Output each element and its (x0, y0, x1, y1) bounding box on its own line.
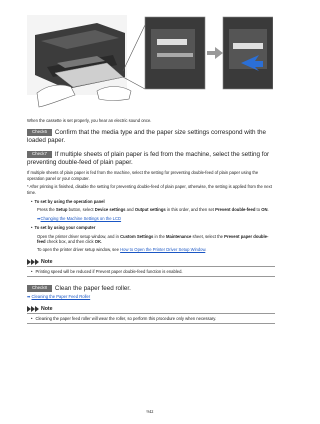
lcd-settings-link[interactable]: Changing the Machine Settings on the LCD (40, 215, 122, 221)
check8-text: Clean the paper feed roller. (54, 285, 131, 293)
check6-heading (27, 129, 275, 145)
note-label: Note (41, 258, 53, 265)
arrow-icon: ➡ (27, 294, 31, 300)
check6-text: Confirm that the media type and the paper size settings correspond with the loaded paper. (27, 129, 266, 145)
computer-open-driver-line: To open the printer driver setup window, see How to Open the Printer Driver Setup Window. (37, 247, 207, 253)
printer-cassette-illustration (27, 15, 273, 113)
check8-note-header (27, 306, 275, 312)
computer-title: • To set by using your computer (27, 225, 275, 230)
op-panel-link-line (27, 216, 275, 221)
intro-text: When the cassette is set properly, you hear an electric sound once. (27, 118, 152, 123)
check6-badge: Check6 (27, 129, 52, 136)
check7-note-header (27, 259, 275, 265)
check7-note-box (27, 266, 275, 277)
check7-badge: Check7 (27, 151, 52, 158)
computer-instructions: Open the printer driver setup window, and in Custom Settings in the Maintenance sheet, select the Prevent paper double-feed check box, and then click OK. (37, 233, 269, 245)
check7-heading (27, 151, 275, 167)
check7-paragraph-2: * After printing is finished, disable the setting for preventing double-feed of plain paper, otherwise, the setting is applied from the next time. (27, 184, 272, 195)
check7-paragraph-1: If multiple sheets of plain paper is fed from the machine, select the setting for preventing double-feed of plain paper using the operation panel or your computer. (27, 170, 259, 181)
op-panel-title: • To set by using the operation panel (27, 199, 275, 204)
check8-heading (27, 285, 275, 293)
check8-badge: Check8 (27, 285, 52, 292)
check8-note-box (27, 313, 275, 324)
check7-text: If multiple sheets of plain paper is fed from the machine, select the setting for preventing double-feed of plain paper. (27, 151, 270, 167)
op-panel-instructions: Press the Setup button, select Device settings and Output settings in this order, and then set Prevent double-feed to ON. (37, 207, 269, 213)
check7-note-text: • Printing speed will be reduced if Prevent paper double-feed function is enabled. (31, 269, 271, 274)
note-label: Note (41, 305, 53, 312)
arrow-icon: ➡ (37, 215, 41, 221)
page-number: 942 (146, 409, 154, 414)
page-content (27, 118, 275, 324)
note-icon (27, 306, 39, 312)
check8-note-text: • Cleaning the paper feed roller will wear the roller, so perform this procedure only when necessary. (31, 316, 271, 321)
open-driver-window-link[interactable]: How to Open the Printer Driver Setup Window (120, 247, 206, 253)
cleaning-roller-link[interactable]: Cleaning the Paper Feed Roller (31, 294, 91, 300)
check8-link-line (27, 294, 275, 299)
note-icon (27, 259, 39, 265)
